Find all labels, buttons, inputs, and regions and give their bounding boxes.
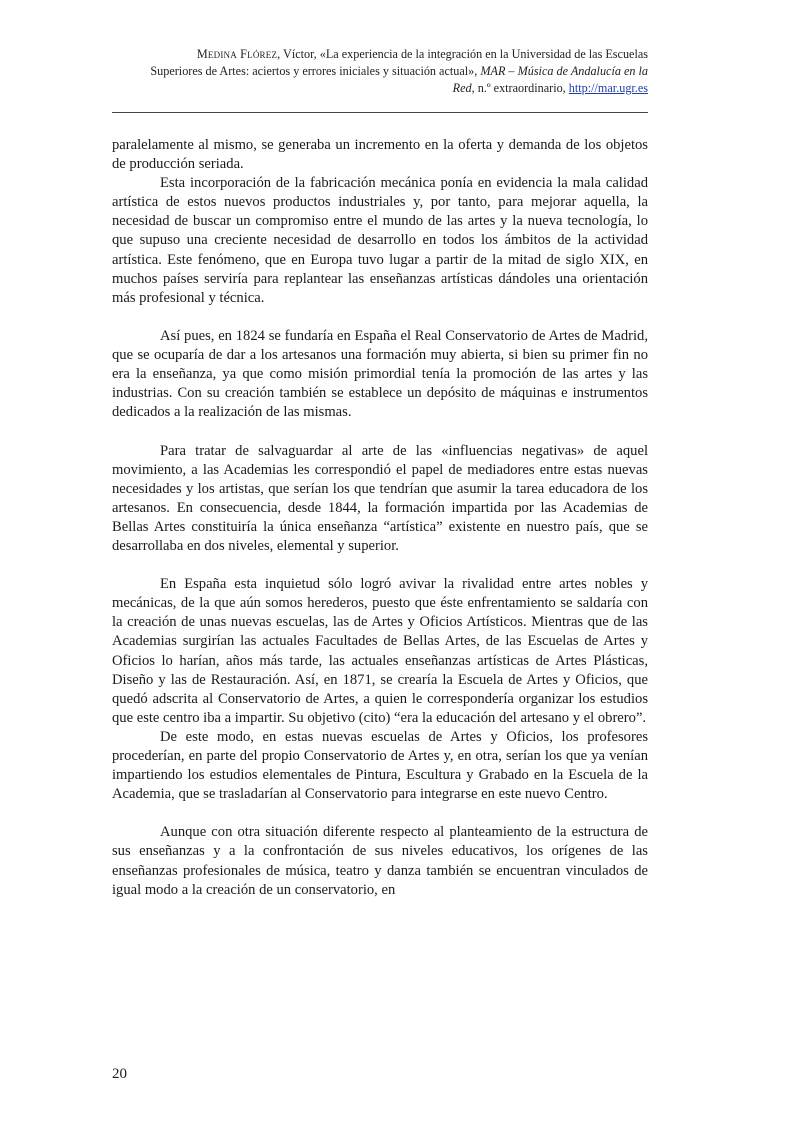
paragraph-continuation: paralelamente al mismo, se generaba un incremento en la oferta y demanda de los objetos de producción seriada. bbox=[112, 137, 648, 173]
paragraph-musica-teatro-danza: Aunque con otra situación diferente respecto al planteamiento de la estructura de sus enseñanzas y a la confrontación de sus niveles educativos, los orígenes de las enseñanzas profesionales de música, teatro y danza también se encuentran vinculados de igual modo a la creación de un conservatorio, en bbox=[112, 824, 648, 898]
header-divider bbox=[112, 112, 648, 113]
body-text bbox=[112, 136, 648, 900]
header-citation-line2: Superiores de Artes: aciertos y errores iniciales y situación actual», bbox=[150, 64, 481, 78]
header-journal-title: MAR – Música de Andalucía en la bbox=[480, 64, 648, 78]
header-author: Medina Flórez bbox=[196, 47, 278, 61]
header-journal-title-end: Red bbox=[452, 81, 472, 95]
running-header bbox=[112, 46, 648, 97]
page-number: 20 bbox=[112, 1066, 127, 1082]
paragraph-artes-oficios: En España esta inquietud sólo logró avivar la rivalidad entre artes nobles y mecánicas, de la que aún somos herederos, puesto que éste enfrentamiento se saldaría con la creación de unas nuevas escuelas, las de Artes y Oficios Artísticos. Mientras que de las Academias surgirían las actuales Facultades de Bellas Artes, de las Escuelas de Artes y Oficios lo harían, años más tarde, las actuales enseñanzas artísticas de Artes Plásticas, Diseño y las de Restauración. Así, en 1871, se crearía la Escuela de Artes y Oficios, que quedó adscrita al Conservatorio de Artes, a quien le correspondería organizar los estudios que este centro iba a impartir. Su objetivo (cito) “era la educación del artesano y el obrero”. bbox=[112, 576, 648, 726]
paragraph-mechanical-fabrication: Esta incorporación de la fabricación mecánica ponía en evidencia la mala calidad artística de estos nuevos productos industriales y, por tanto, para mejorar aquella, la necesidad de buscar un compromiso entre el mundo de las artes y la nueva tecnología, lo que supuso una creciente necesidad de desarrollo en todos los ámbitos de la actividad artística. Este fenómeno, que en Europa tuvo lugar a partir de la mitad de siglo XIX, en muchos países serviría para replantear las enseñanzas artísticas dándoles una orientación más profesional y técnica. bbox=[112, 175, 648, 306]
header-issue: , n.º extraordinario, bbox=[471, 81, 569, 95]
paragraph-profesores: De este modo, en estas nuevas escuelas de Artes y Oficios, los profesores procederían, en parte del propio Conservatorio de Artes y, en otra, serían los que ya venían impartiendo los estudios elementales de Pintura, Escultura y Grabado en la Escuela de la Academia, que se trasladarían al Conservatorio para integrarse en este nuevo Centro. bbox=[112, 728, 648, 803]
paragraph-academias: Para tratar de salvaguardar al arte de las «influencias negativas» de aquel movimiento, a las Academias les correspondió el papel de mediadores entre estas nuevas necesidades y los artistas, que serían los que tendrían que asumir la tarea educadora de los artesanos. En consecuencia, desde 1844, la formación impartida por las Academias de Bellas Artes constituiría la única enseñanza “artística” existente en nuestro país, que se desarrollaba en dos niveles, elemental y superior. bbox=[112, 442, 648, 554]
paragraph-real-conservatorio: Así pues, en 1824 se fundaría en España el Real Conservatorio de Artes de Madrid, que se ocuparía de dar a los artesanos una formación muy abierta, si bien su primer fin no era la enseñanza, ya que como misión primordial tenía la promoción de las artes y las industrias. Con su creación también se establece un depósito de máquinas e instrumentos dedicados a la realización de las mismas. bbox=[112, 327, 648, 421]
header-citation-line1: , Víctor, «La experiencia de la integración en la Universidad de las Escuelas bbox=[277, 47, 648, 61]
header-journal-link[interactable]: http://mar.ugr.es bbox=[568, 81, 648, 95]
